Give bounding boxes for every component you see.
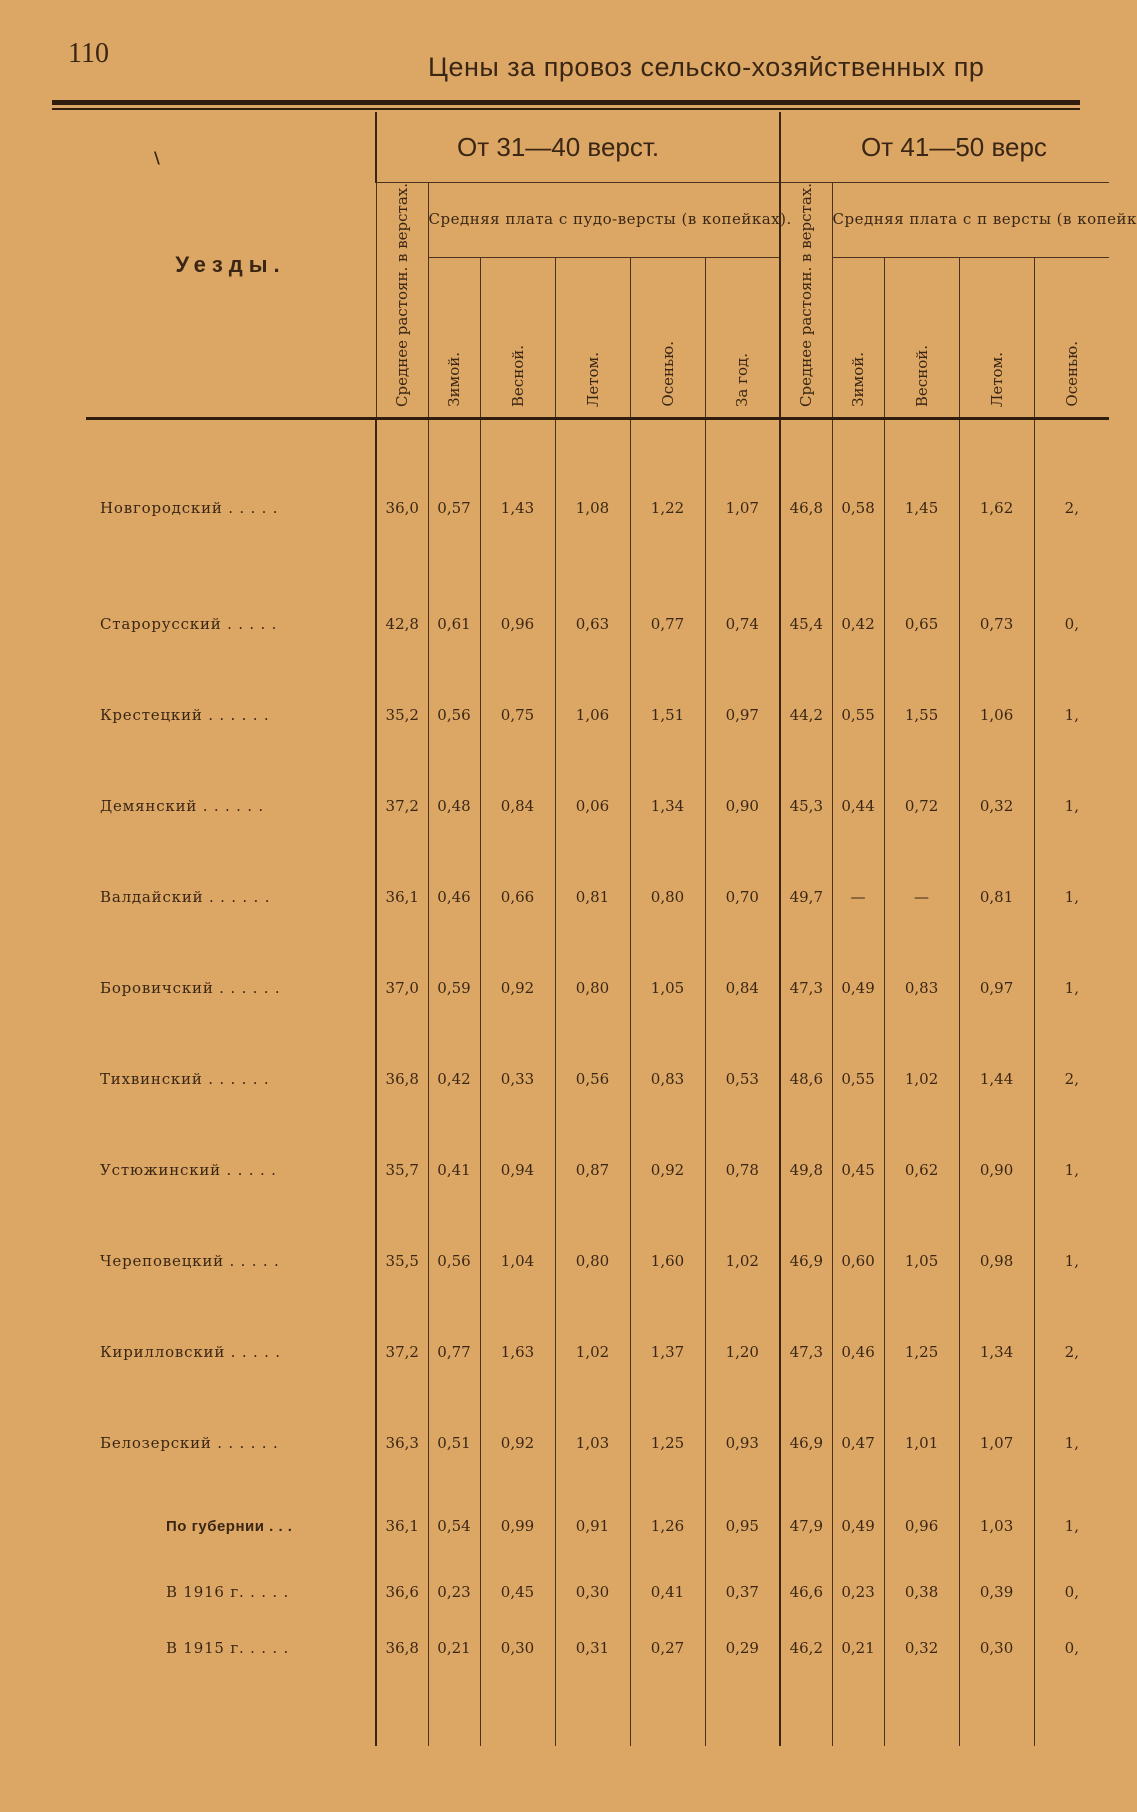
empty-cell bbox=[959, 1676, 1034, 1746]
year-row bbox=[86, 1620, 1109, 1676]
table-row bbox=[86, 942, 1109, 1033]
price-cell: 0,47 bbox=[832, 1397, 884, 1488]
empty-cell bbox=[705, 1676, 780, 1746]
price-cell: 1,62 bbox=[959, 419, 1034, 579]
table-row bbox=[86, 1033, 1109, 1124]
season-label: Летом. bbox=[987, 351, 1006, 407]
price-cell: 0,80 bbox=[555, 1215, 630, 1306]
season-label: Зимой. bbox=[445, 352, 463, 407]
price-cell: 0,21 bbox=[428, 1620, 480, 1676]
distance-cell: 46,2 bbox=[780, 1620, 832, 1676]
price-cell: 0,58 bbox=[832, 419, 884, 579]
table-row bbox=[86, 1124, 1109, 1215]
price-cell: 1,63 bbox=[480, 1306, 555, 1397]
distance-cell: 46,9 bbox=[780, 1215, 832, 1306]
price-cell: 0,84 bbox=[480, 760, 555, 851]
price-cell: 0,92 bbox=[630, 1124, 705, 1215]
price-cell: 0,98 bbox=[959, 1215, 1034, 1306]
price-cell: 0,94 bbox=[480, 1124, 555, 1215]
price-cell: 2, bbox=[1034, 419, 1109, 579]
season-header bbox=[630, 257, 705, 418]
table-row bbox=[86, 760, 1109, 851]
price-cell: — bbox=[832, 851, 884, 942]
price-cell: 0,81 bbox=[959, 851, 1034, 942]
distance-cell: 37,0 bbox=[376, 942, 428, 1033]
price-cell: 0,32 bbox=[959, 760, 1034, 851]
price-cell: 0,80 bbox=[630, 851, 705, 942]
price-cell: 0,23 bbox=[832, 1564, 884, 1620]
distance-cell: 47,3 bbox=[780, 942, 832, 1033]
season-header bbox=[705, 257, 780, 418]
uezd-name: Демянский . . . . . . bbox=[100, 796, 264, 815]
group-31-40-payment-header: Средняя плата с пудо-версты (в копейках). bbox=[428, 183, 780, 258]
season-header bbox=[480, 257, 555, 418]
distance-cell: 45,3 bbox=[780, 760, 832, 851]
price-cell: 0,61 bbox=[428, 578, 480, 669]
uezd-name: Крестецкий . . . . . . bbox=[100, 705, 270, 724]
price-cell: 0,90 bbox=[959, 1124, 1034, 1215]
price-cell: 0,93 bbox=[705, 1397, 780, 1488]
uezd-name: Валдайский . . . . . . bbox=[100, 887, 271, 906]
group-41-50-title: От 41—50 верс bbox=[780, 112, 1109, 183]
uezd-name: Новгородский . . . . . bbox=[100, 499, 279, 517]
price-cell: 0,49 bbox=[832, 1488, 884, 1564]
price-cell: 0,92 bbox=[480, 942, 555, 1033]
group-31-40-distance-header bbox=[376, 183, 428, 419]
distance-cell: 35,2 bbox=[376, 669, 428, 760]
price-cell: 0,56 bbox=[428, 669, 480, 760]
price-cell: 0,41 bbox=[630, 1564, 705, 1620]
season-label: Зимой. bbox=[849, 352, 868, 407]
table-tail bbox=[86, 1676, 1109, 1746]
price-cell: 0,46 bbox=[428, 851, 480, 942]
group-41-50-payment-header: Средняя плата с п версты (в копейк bbox=[832, 183, 1109, 258]
price-cell: 1,37 bbox=[630, 1306, 705, 1397]
price-cell: 1, bbox=[1034, 1397, 1109, 1488]
uezd-name: В 1916 г. . . . . bbox=[166, 1583, 290, 1601]
statistics-table bbox=[86, 112, 1137, 1746]
price-cell: 0,51 bbox=[428, 1397, 480, 1488]
price-cell: 1,51 bbox=[630, 669, 705, 760]
distance-label: Среднее растоян. в верстах. bbox=[797, 183, 816, 407]
price-cell: 1,07 bbox=[959, 1397, 1034, 1488]
uezd-header-label: Уезды. bbox=[175, 251, 286, 277]
empty-cell bbox=[86, 1676, 376, 1746]
distance-cell: 36,8 bbox=[376, 1033, 428, 1124]
price-cell: 1,03 bbox=[959, 1488, 1034, 1564]
price-cell: 0, bbox=[1034, 1620, 1109, 1676]
empty-cell bbox=[780, 1676, 832, 1746]
uezd-name: Устюжинский . . . . . bbox=[100, 1160, 277, 1179]
distance-cell: 36,1 bbox=[376, 1488, 428, 1564]
price-cell: 0,96 bbox=[884, 1488, 959, 1564]
price-cell: 0,95 bbox=[705, 1488, 780, 1564]
price-cell: 1,04 bbox=[480, 1215, 555, 1306]
season-label: Весной. bbox=[912, 344, 931, 407]
price-cell: 1,03 bbox=[555, 1397, 630, 1488]
price-cell: 0,91 bbox=[555, 1488, 630, 1564]
price-cell: 1, bbox=[1034, 1124, 1109, 1215]
price-cell: 0, bbox=[1034, 1564, 1109, 1620]
price-cell: 0,70 bbox=[705, 851, 780, 942]
season-label: Осенью. bbox=[1062, 341, 1081, 407]
price-cell: 1,43 bbox=[480, 419, 555, 579]
price-cell: 0,29 bbox=[705, 1620, 780, 1676]
distance-cell: 36,0 bbox=[376, 419, 428, 579]
distance-cell: 49,8 bbox=[780, 1124, 832, 1215]
distance-cell: 36,6 bbox=[376, 1564, 428, 1620]
distance-cell: 48,6 bbox=[780, 1033, 832, 1124]
price-cell: 0,59 bbox=[428, 942, 480, 1033]
group-31-40-title: От 31—40 верст. bbox=[376, 112, 780, 183]
price-cell: 1,05 bbox=[630, 942, 705, 1033]
price-cell: 0, bbox=[1034, 578, 1109, 669]
table-row bbox=[86, 1306, 1109, 1397]
distance-cell: 35,7 bbox=[376, 1124, 428, 1215]
price-cell: 0,77 bbox=[630, 578, 705, 669]
price-cell: 0,44 bbox=[832, 760, 884, 851]
price-cell: 0,90 bbox=[705, 760, 780, 851]
price-cell: 1,60 bbox=[630, 1215, 705, 1306]
price-cell: 2, bbox=[1034, 1033, 1109, 1124]
price-cell: 1,01 bbox=[884, 1397, 959, 1488]
uezd-name: Тихвинский . . . . . . bbox=[100, 1069, 270, 1088]
price-cell: 1,02 bbox=[884, 1033, 959, 1124]
price-cell: 0,49 bbox=[832, 942, 884, 1033]
price-cell: 1, bbox=[1034, 1215, 1109, 1306]
distance-cell: 36,1 bbox=[376, 851, 428, 942]
price-cell: 0,60 bbox=[832, 1215, 884, 1306]
running-title: Цены за провоз сельско-хозяйственных пр bbox=[428, 52, 985, 82]
distance-cell: 49,7 bbox=[780, 851, 832, 942]
price-cell: 0,97 bbox=[959, 942, 1034, 1033]
distance-cell: 37,2 bbox=[376, 760, 428, 851]
distance-cell: 37,2 bbox=[376, 1306, 428, 1397]
price-cell: 0,87 bbox=[555, 1124, 630, 1215]
distance-cell: 46,6 bbox=[780, 1564, 832, 1620]
price-cell: 0,38 bbox=[884, 1564, 959, 1620]
uezd-name: Череповецкий . . . . . bbox=[100, 1251, 280, 1270]
price-cell: 0,27 bbox=[630, 1620, 705, 1676]
price-cell: 0,99 bbox=[480, 1488, 555, 1564]
empty-cell bbox=[884, 1676, 959, 1746]
price-cell: 1,06 bbox=[555, 669, 630, 760]
table-row bbox=[86, 1215, 1109, 1306]
table-body bbox=[86, 419, 1109, 1747]
header-rule-thin bbox=[52, 108, 1080, 110]
price-cell: 1,22 bbox=[630, 419, 705, 579]
header-rule-thick bbox=[52, 100, 1080, 105]
price-cell: 1,26 bbox=[630, 1488, 705, 1564]
uezd-name: В 1915 г. . . . . bbox=[166, 1639, 290, 1657]
price-cell: 0,55 bbox=[832, 1033, 884, 1124]
season-label: Осенью. bbox=[658, 341, 677, 407]
empty-cell bbox=[630, 1676, 705, 1746]
price-cell: 0,21 bbox=[832, 1620, 884, 1676]
empty-cell bbox=[555, 1676, 630, 1746]
price-cell: 0,32 bbox=[884, 1620, 959, 1676]
distance-cell: 35,5 bbox=[376, 1215, 428, 1306]
price-cell: 1,55 bbox=[884, 669, 959, 760]
table-row bbox=[86, 669, 1109, 760]
empty-cell bbox=[832, 1676, 884, 1746]
distance-cell: 46,9 bbox=[780, 1397, 832, 1488]
price-cell: 0,31 bbox=[555, 1620, 630, 1676]
price-cell: 0,46 bbox=[832, 1306, 884, 1397]
price-cell: 0,73 bbox=[959, 578, 1034, 669]
price-cell: 0,78 bbox=[705, 1124, 780, 1215]
year-row bbox=[86, 1564, 1109, 1620]
price-cell: 0,57 bbox=[428, 419, 480, 579]
price-cell: 0,39 bbox=[959, 1564, 1034, 1620]
table-row bbox=[86, 1397, 1109, 1488]
price-cell: 0,56 bbox=[428, 1215, 480, 1306]
distance-cell: 45,4 bbox=[780, 578, 832, 669]
price-cell: 1,34 bbox=[959, 1306, 1034, 1397]
uezd-column-header: \ Уезды. bbox=[86, 112, 376, 419]
price-cell: 0,84 bbox=[705, 942, 780, 1033]
season-header bbox=[884, 257, 959, 418]
season-label: За год. bbox=[733, 353, 752, 407]
price-cell: 0,30 bbox=[555, 1564, 630, 1620]
price-cell: 0,83 bbox=[630, 1033, 705, 1124]
price-cell: 1,45 bbox=[884, 419, 959, 579]
price-cell: 1,06 bbox=[959, 669, 1034, 760]
price-cell: — bbox=[884, 851, 959, 942]
uezd-name: Белозерский . . . . . . bbox=[100, 1433, 279, 1452]
price-cell: 0,42 bbox=[428, 1033, 480, 1124]
price-cell: 0,45 bbox=[480, 1564, 555, 1620]
uezd-name: По губернии . . . bbox=[166, 1517, 293, 1535]
table-row bbox=[86, 578, 1109, 669]
price-cell: 0,55 bbox=[832, 669, 884, 760]
distance-cell: 36,3 bbox=[376, 1397, 428, 1488]
season-header bbox=[959, 257, 1034, 418]
table-row bbox=[86, 851, 1109, 942]
season-header bbox=[555, 257, 630, 418]
season-label: Летом. bbox=[583, 351, 602, 407]
price-cell: 0,97 bbox=[705, 669, 780, 760]
distance-cell: 47,9 bbox=[780, 1488, 832, 1564]
season-header bbox=[1034, 257, 1109, 418]
price-cell: 1,02 bbox=[555, 1306, 630, 1397]
price-cell: 0,92 bbox=[480, 1397, 555, 1488]
price-cell: 0,37 bbox=[705, 1564, 780, 1620]
price-cell: 0,53 bbox=[705, 1033, 780, 1124]
total-row bbox=[86, 1488, 1109, 1564]
table-row bbox=[86, 419, 1109, 579]
price-cell: 0,54 bbox=[428, 1488, 480, 1564]
price-cell: 0,42 bbox=[832, 578, 884, 669]
uezd-name: Старорусский . . . . . bbox=[100, 614, 278, 633]
price-cell: 1,08 bbox=[555, 419, 630, 579]
season-header bbox=[832, 257, 884, 418]
price-cell: 1,02 bbox=[705, 1215, 780, 1306]
price-cell: 0,62 bbox=[884, 1124, 959, 1215]
empty-cell bbox=[480, 1676, 555, 1746]
page-number: 110 bbox=[68, 38, 109, 69]
distance-cell: 44,2 bbox=[780, 669, 832, 760]
price-cell: 1,20 bbox=[705, 1306, 780, 1397]
price-cell: 0,83 bbox=[884, 942, 959, 1033]
uezd-name: Кирилловский . . . . . bbox=[100, 1342, 281, 1361]
season-header bbox=[428, 257, 480, 418]
price-cell: 0,30 bbox=[959, 1620, 1034, 1676]
price-cell: 0,48 bbox=[428, 760, 480, 851]
price-cell: 0,23 bbox=[428, 1564, 480, 1620]
empty-cell bbox=[376, 1676, 428, 1746]
distance-cell: 36,8 bbox=[376, 1620, 428, 1676]
price-cell: 0,66 bbox=[480, 851, 555, 942]
distance-label: Среднее растоян. в верстах. bbox=[393, 183, 411, 407]
price-cell: 0,06 bbox=[555, 760, 630, 851]
uezd-name: Боровичский . . . . . . bbox=[100, 978, 281, 997]
price-cell: 1,25 bbox=[630, 1397, 705, 1488]
price-cell: 0,72 bbox=[884, 760, 959, 851]
distance-cell: 42,8 bbox=[376, 578, 428, 669]
price-cell: 0,75 bbox=[480, 669, 555, 760]
price-cell: 0,74 bbox=[705, 578, 780, 669]
price-cell: 0,80 bbox=[555, 942, 630, 1033]
price-cell: 1, bbox=[1034, 942, 1109, 1033]
price-cell: 0,81 bbox=[555, 851, 630, 942]
price-cell: 1, bbox=[1034, 760, 1109, 851]
empty-cell bbox=[1034, 1676, 1109, 1746]
price-cell: 0,63 bbox=[555, 578, 630, 669]
price-cell: 0,41 bbox=[428, 1124, 480, 1215]
price-cell: 1, bbox=[1034, 669, 1109, 760]
price-cell: 0,96 bbox=[480, 578, 555, 669]
distance-cell: 46,8 bbox=[780, 419, 832, 579]
price-cell: 0,65 bbox=[884, 578, 959, 669]
price-cell: 1, bbox=[1034, 1488, 1109, 1564]
price-cell: 0,30 bbox=[480, 1620, 555, 1676]
price-cell: 1,44 bbox=[959, 1033, 1034, 1124]
distance-cell: 47,3 bbox=[780, 1306, 832, 1397]
statistics-table-container bbox=[86, 112, 1137, 1792]
price-cell: 1, bbox=[1034, 851, 1109, 942]
price-cell: 1,07 bbox=[705, 419, 780, 579]
price-cell: 1,05 bbox=[884, 1215, 959, 1306]
price-cell: 0,56 bbox=[555, 1033, 630, 1124]
price-cell: 1,34 bbox=[630, 760, 705, 851]
price-cell: 2, bbox=[1034, 1306, 1109, 1397]
price-cell: 0,33 bbox=[480, 1033, 555, 1124]
price-cell: 1,25 bbox=[884, 1306, 959, 1397]
empty-cell bbox=[428, 1676, 480, 1746]
price-cell: 0,77 bbox=[428, 1306, 480, 1397]
season-label: Весной. bbox=[508, 344, 527, 407]
price-cell: 0,45 bbox=[832, 1124, 884, 1215]
